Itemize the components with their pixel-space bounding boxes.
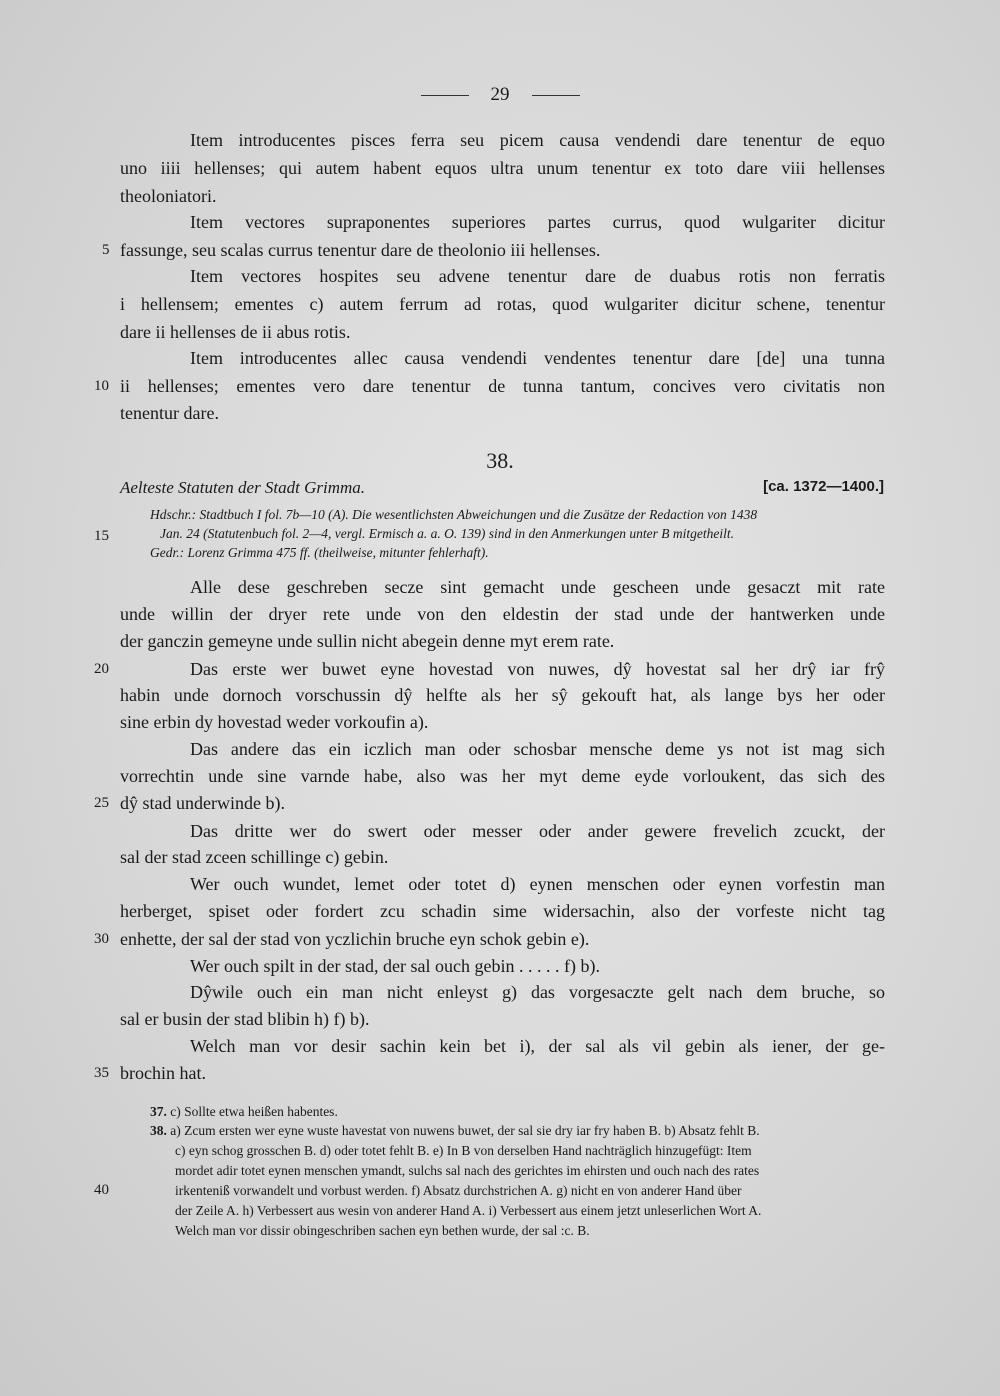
- text-line: Item vectores supraponentes superiores partes currus, quod wulgariter dicitur: [190, 212, 885, 232]
- text-line: brochin hat.: [120, 1063, 206, 1083]
- footnote-label: 38.: [150, 1123, 167, 1138]
- text-line: fassunge, seu scalas currus tenentur dare de theolonio iii hellenses.: [120, 240, 601, 260]
- text-line: sine erbin dy hovestad weder vorkoufin a).: [120, 712, 429, 732]
- text-line: Das andere das ein iczlich man oder schosbar mensche deme ys not ist mag sich: [190, 739, 885, 759]
- page-header: [0, 84, 1000, 106]
- footnote-line: irkenteniß vorwandelt und vorbust werden. f) Absatz durchstrichen A. g) nicht en von anderer Hand über: [175, 1183, 742, 1198]
- document-number: 38.: [486, 448, 514, 473]
- line-number: 40: [94, 1182, 109, 1198]
- header-rule-left: [421, 95, 469, 96]
- footnote-line: c) eyn schog grosschen B. d) oder totet fehlt B. e) In B von derselben Hand nachträglich hinzugefügt: Item: [175, 1143, 752, 1158]
- document-title: Aelteste Statuten der Stadt Grimma.: [120, 478, 366, 497]
- footnote-text: c) Sollte etwa heißen habentes.: [170, 1104, 338, 1119]
- document-date: [ca. 1372—1400.]: [763, 478, 884, 495]
- line-number: 20: [94, 661, 109, 677]
- header-rule-right: [532, 95, 580, 96]
- text-line: Item introducentes allec causa vendendi vendentes tenentur dare [de] una tunna: [190, 348, 885, 368]
- footnote-line: der Zeile A. h) Verbessert aus wesin von anderer Hand A. i) Verbessert aus einem jetzt unleserlichen Wort A.: [175, 1203, 762, 1218]
- page-number: 29: [490, 84, 510, 105]
- footnote-label: 37.: [150, 1104, 167, 1119]
- text-line: unde willin der dryer rete unde von den eldestin der stad unde der hantwerken unde: [120, 604, 885, 624]
- footnote-line: mordet adir totet eynen menschen ymandt, sulchs sal nach des gerichtes im ehirsten und ouch nach des rates: [175, 1163, 760, 1178]
- text-line: sal er busin der stad blibin h) f) b).: [120, 1009, 370, 1029]
- text-line: enhette, der sal der stad von yczlichin bruche eyn schok gebin e).: [120, 929, 590, 949]
- footnote-38: [150, 1120, 892, 1141]
- text-line: theoloniatori.: [120, 186, 217, 206]
- source-line: Hdschr.: Stadtbuch I fol. 7b—10 (A). Die wesentlichsten Abweichungen und die Zusätze der Redaction von 1438: [150, 507, 758, 522]
- text-line: sal der stad zceen schillinge c) gebin.: [120, 847, 389, 867]
- text-line: Wer ouch spilt in der stad, der sal ouch gebin . . . . . f) b).: [190, 956, 600, 976]
- line-number: 30: [94, 931, 109, 947]
- text-line: Das dritte wer do swert oder messer oder ander gewere frevelich zcuckt, der: [190, 821, 885, 841]
- text-line: tenentur dare.: [120, 403, 219, 423]
- text-line: habin unde dornoch vorschussin dŷ helfte als her sŷ gekouft hat, als lange bys her oder: [120, 685, 885, 705]
- line-number: 5: [102, 242, 110, 258]
- text-line: vorrechtin unde sine varnde habe, also was her myt deme eyde vorloukent, das sich des: [120, 766, 885, 786]
- text-line: herberget, spiset oder fordert zcu schadin sime widersachin, also der vorfeste nicht tag: [120, 901, 885, 921]
- footnote-line: Welch man vor dissir obingeschriben sachen eyn bethen wurde, der sal :c. B.: [175, 1223, 590, 1238]
- text-line: Dŷwile ouch ein man nicht enleyst g) das vorgesaczte gelt nach dem bruche, so: [190, 982, 885, 1002]
- text-line: uno iiii hellenses; qui autem habent equos ultra unum tenentur ex toto dare viii hellenses: [120, 158, 885, 178]
- text-line: i hellensem; ementes c) autem ferrum ad rotas, quod wulgariter dicitur schene, tenentur: [120, 294, 885, 314]
- text-line: Das erste wer buwet eyne hovestad von nuwes, dŷ hovestat sal her drŷ iar frŷ: [190, 659, 885, 679]
- source-line: Jan. 24 (Statutenbuch fol. 2—4, vergl. Ermisch a. a. O. 139) sind in den Anmerkungen unter B mitgetheilt.: [160, 526, 735, 541]
- text-line: dŷ stad underwinde b).: [120, 793, 285, 813]
- footnote-37: [150, 1101, 892, 1122]
- text-line: Alle dese geschreben secze sint gemacht unde gescheen unde gesaczt mit rate: [190, 577, 885, 597]
- text-line: ii hellenses; ementes vero dare tenentur de tunna tantum, concives vero civitatis non: [120, 376, 885, 396]
- text-line: dare ii hellenses de ii abus rotis.: [120, 322, 351, 342]
- text-line: Item introducentes pisces ferra seu picem causa vendendi dare tenentur de equo: [190, 130, 885, 150]
- text-line: der ganczin gemeyne unde sullin nicht abegein denne myt erem rate.: [120, 631, 615, 651]
- line-number: 10: [94, 378, 109, 394]
- source-line: Gedr.: Lorenz Grimma 475 ff. (theilweise, mitunter fehlerhaft).: [150, 545, 489, 560]
- footnote-text: a) Zcum ersten wer eyne wuste havestat von nuwens buwet, der sal sie dry iar fry haben B. b) Absatz fehlt B.: [170, 1123, 760, 1138]
- text-line: Welch man vor desir sachin kein bet i), der sal als vil gebin als iener, der ge-: [190, 1036, 885, 1056]
- line-number: 15: [94, 528, 109, 544]
- line-number: 25: [94, 795, 109, 811]
- text-line: Wer ouch wundet, lemet oder totet d) eynen menschen oder eynen vorfestin man: [190, 874, 885, 894]
- text-line: Item vectores hospites seu advene tenentur dare de duabus rotis non ferratis: [190, 266, 885, 286]
- line-number: 35: [94, 1065, 109, 1081]
